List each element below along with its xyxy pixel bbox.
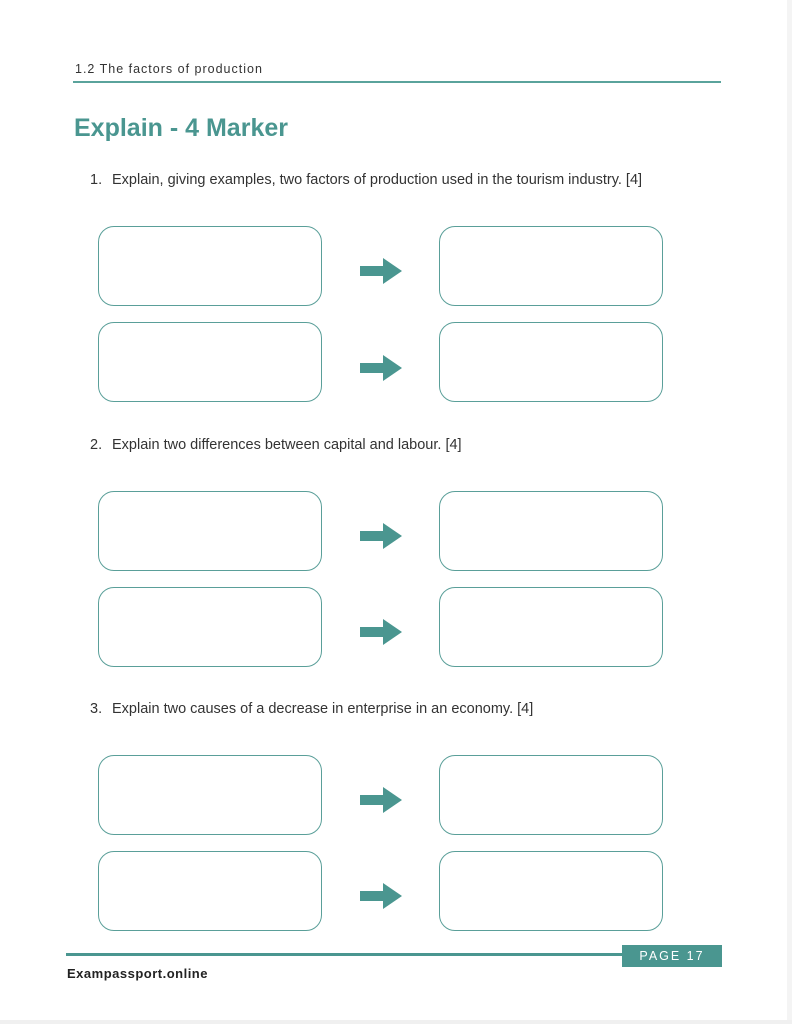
question-2 xyxy=(90,437,462,453)
question-text: Explain two causes of a decrease in enterprise in an economy. [4] xyxy=(112,701,534,717)
page-title: Explain - 4 Marker xyxy=(74,114,288,142)
answer-box-q3-point-2[interactable] xyxy=(98,851,322,931)
answer-box-q2-point-1[interactable] xyxy=(98,491,322,571)
answer-box-q3-explanation-2[interactable] xyxy=(439,851,663,931)
answer-box-q1-point-2[interactable] xyxy=(98,322,322,402)
question-text: Explain, giving examples, two factors of production used in the tourism industry. [4] xyxy=(112,172,643,188)
answer-box-q3-point-1[interactable] xyxy=(98,755,322,835)
header-divider xyxy=(73,81,721,83)
answer-box-q2-explanation-2[interactable] xyxy=(439,587,663,667)
right-arrow-icon xyxy=(359,617,403,647)
right-arrow-icon xyxy=(359,353,403,383)
question-number: 2. xyxy=(90,437,103,453)
question-text: Explain two differences between capital and labour. [4] xyxy=(112,437,462,453)
page-number-badge: PAGE 17 xyxy=(622,945,722,967)
answer-box-q1-explanation-2[interactable] xyxy=(439,322,663,402)
answer-box-q1-explanation-1[interactable] xyxy=(439,226,663,306)
question-3 xyxy=(90,701,533,717)
page-edge-right xyxy=(787,0,792,1024)
footer-site-name: Exampassport.online xyxy=(67,966,208,981)
question-1 xyxy=(90,172,642,188)
page-edge-bottom xyxy=(0,1020,792,1024)
answer-box-q2-point-2[interactable] xyxy=(98,587,322,667)
section-header: 1.2 The factors of production xyxy=(75,62,263,76)
answer-box-q1-point-1[interactable] xyxy=(98,226,322,306)
right-arrow-icon xyxy=(359,256,403,286)
answer-box-q2-explanation-1[interactable] xyxy=(439,491,663,571)
right-arrow-icon xyxy=(359,881,403,911)
question-number: 1. xyxy=(90,172,103,188)
right-arrow-icon xyxy=(359,521,403,551)
question-number: 3. xyxy=(90,701,103,717)
answer-box-q3-explanation-1[interactable] xyxy=(439,755,663,835)
footer-divider xyxy=(66,953,626,956)
right-arrow-icon xyxy=(359,785,403,815)
